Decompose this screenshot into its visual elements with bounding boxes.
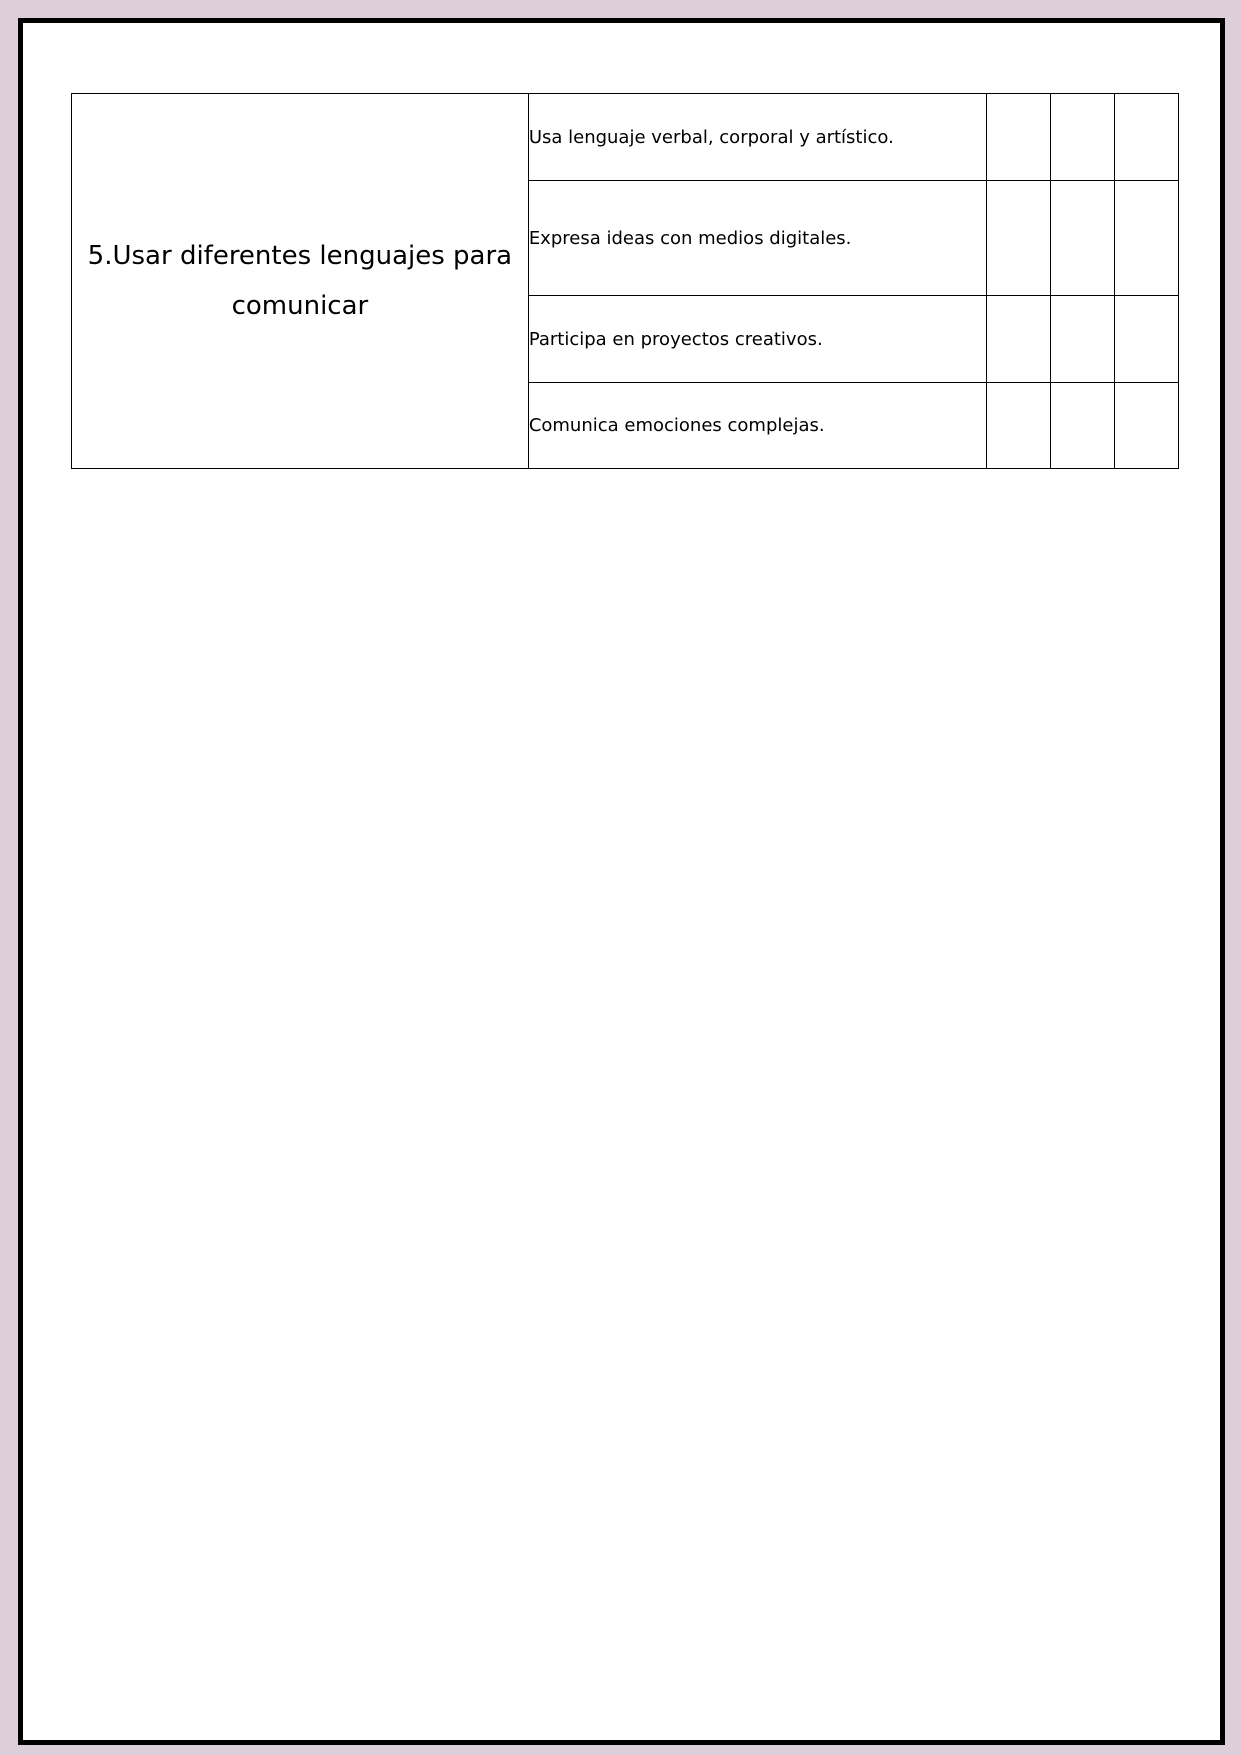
check-cell — [986, 181, 1050, 296]
check-cell — [986, 296, 1050, 383]
check-cell — [1050, 296, 1114, 383]
competency-cell: 5.Usar diferentes lenguajes para comunicar — [72, 94, 529, 469]
indicator-cell: Participa en proyectos creativos. — [528, 296, 986, 383]
check-cell — [1114, 296, 1178, 383]
indicator-cell: Comunica emociones complejas. — [528, 383, 986, 469]
check-cell — [1050, 181, 1114, 296]
check-cell — [1114, 181, 1178, 296]
table-row — [72, 94, 1179, 181]
check-cell — [1050, 383, 1114, 469]
check-cell — [1114, 94, 1178, 181]
evaluation-rubric-table — [71, 93, 1179, 469]
check-cell — [1050, 94, 1114, 181]
check-cell — [1114, 383, 1178, 469]
check-cell — [986, 383, 1050, 469]
document-page — [18, 18, 1225, 1745]
indicator-cell: Usa lenguaje verbal, corporal y artístico. — [528, 94, 986, 181]
check-cell — [986, 94, 1050, 181]
indicator-cell: Expresa ideas con medios digitales. — [528, 181, 986, 296]
